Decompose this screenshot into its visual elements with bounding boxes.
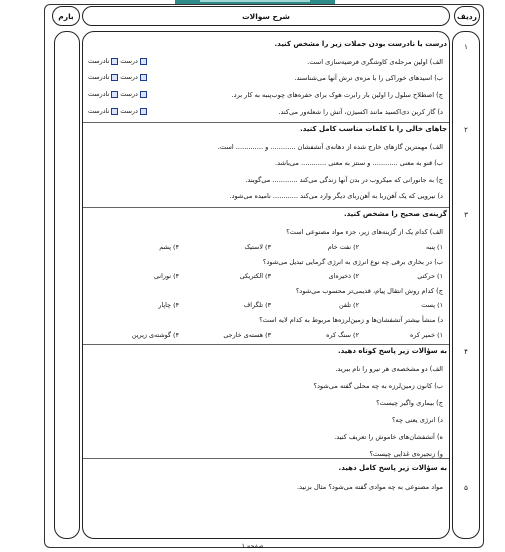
question-item: الف) دو مشخصه‌ی هر نیرو را نام ببرید.	[335, 365, 443, 373]
false-checkbox[interactable]	[111, 91, 118, 98]
question-item: ب) در بخاری برقی چه نوع انرژی به انرژی گرمایی تبدیل می‌شود؟	[262, 258, 443, 266]
option[interactable]: ۱) پنبه	[425, 243, 443, 251]
header-barem: بارم	[52, 6, 80, 26]
question-title: جاهای خالی را با کلمات مناسب کامل کنید.	[300, 125, 447, 133]
question-item: ه) آتشفشان‌های خاموش را تعریف کنید.	[334, 433, 443, 441]
option[interactable]: ۲) تلفن	[339, 301, 359, 309]
question-number: ۳	[464, 211, 468, 219]
page-number: صفحه ۱	[241, 542, 264, 550]
score-column	[54, 31, 80, 539]
question-item: ب) اسیدهای خوراکی را با مزه‌ی ترش آنها می‌شناسند.	[294, 74, 443, 82]
question-item: د) منشأ بیشتر آتشفشان‌ها و زمین‌لرزه‌ها مربوط به کدام لایه است؟	[259, 316, 443, 324]
false-checkbox[interactable]	[111, 58, 118, 65]
true-false-choice: درست نادرست	[88, 58, 147, 65]
question-item: ج) اصطلاح سلول را اولین بار رابرت هوک برای حفره‌های چوب‌پنبه به کار برد.	[231, 91, 443, 99]
true-false-choice: درست نادرست	[88, 108, 147, 115]
option[interactable]: ۲) نفت خام	[327, 243, 359, 251]
section-divider	[83, 344, 449, 345]
question-number: ۱	[464, 43, 468, 51]
option[interactable]: ۱) حرکتی	[417, 272, 443, 280]
question-title: درست یا نادرست بودن جملات زیر را مشخص کنید.	[274, 40, 447, 48]
question-item: ب) کانون زمین‌لرزه به چه محلی گفته می‌شود؟	[313, 382, 443, 390]
question-item: الف) کدام یک از گزینه‌های زیر، جزء مواد مصنوعی است؟	[286, 228, 443, 236]
option[interactable]: ۴) گوشته‌ی زیرین	[131, 331, 179, 339]
question-item: د) انرژی یعنی چه؟	[391, 416, 443, 424]
header-sharh: شرح سوالات	[82, 6, 450, 26]
true-checkbox[interactable]	[140, 108, 147, 115]
question-item: د) گاز کربن دی‌اکسید مانند اکسیژن، آتش را شعله‌ور می‌کند.	[278, 108, 443, 116]
option[interactable]: ۳) تلگراف	[243, 301, 271, 309]
question-item: الف) مهمترین گازهای خارج شده از دهانه‌ی آتشفشان ............ و ............. است.	[217, 143, 443, 151]
question-item: ج) به جانورانی که میکروب در بدن آنها زندگی می‌کند ............ می‌گویند.	[245, 176, 443, 184]
question-number: ۵	[464, 484, 468, 492]
true-false-choice: درست نادرست	[88, 74, 147, 81]
header-radif: ردیف	[454, 6, 480, 26]
option[interactable]: ۴) چاپار	[158, 301, 179, 309]
option[interactable]: ۴) نورانی	[153, 272, 179, 280]
question-title: به سؤالات زیر پاسخ کامل دهید.	[338, 464, 447, 472]
question-item: الف) اولین مرحله‌ی کاوشگری فرضیه‌سازی است.	[307, 58, 443, 66]
question-number: ۲	[464, 126, 468, 134]
option[interactable]: ۱) خمیر کره	[409, 331, 443, 339]
option[interactable]: ۲) ذخیره‌ای	[328, 272, 359, 280]
section-divider	[83, 458, 449, 459]
option[interactable]: ۳) هسته‌ی خارجی	[223, 331, 271, 339]
false-checkbox[interactable]	[111, 74, 118, 81]
option[interactable]: ۳) الکتریکی	[239, 272, 271, 280]
true-checkbox[interactable]	[140, 91, 147, 98]
option[interactable]: ۲) سنگ کره	[326, 331, 359, 339]
false-checkbox[interactable]	[111, 108, 118, 115]
option[interactable]: ۱) پست	[421, 301, 443, 309]
true-false-choice: درست نادرست	[88, 91, 147, 98]
question-item: ب) قنو به معنی ............ و سنتز به معنی ............ می‌باشد.	[274, 159, 443, 167]
option[interactable]: ۳) لاستیک	[244, 243, 271, 251]
section-divider	[83, 122, 449, 123]
true-checkbox[interactable]	[140, 74, 147, 81]
question-item: مواد مصنوعی به چه موادی گفته می‌شود؟ مثال بزنید.	[297, 483, 443, 491]
question-item: و) زنجیره‌ی غذایی چیست؟	[369, 450, 443, 458]
top-decoration-inner	[200, 0, 310, 2]
option[interactable]: ۴) پشم	[159, 243, 179, 251]
question-item: ج) بیماری واگیر چیست؟	[376, 399, 443, 407]
number-column	[452, 31, 480, 539]
section-divider	[83, 207, 449, 208]
question-number: ۴	[464, 348, 468, 356]
question-item: ج) کدام روش انتقال پیام، قدیمی‌تر محسوب می‌شود؟	[295, 287, 443, 295]
question-title: گزینه‌ی صحیح را مشخص کنید.	[343, 210, 447, 218]
question-item: د) نیرویی که یک آهن‌ربا به آهن‌ربای دیگر وارد می‌کند ............ نامیده می‌شود.	[229, 192, 443, 200]
true-checkbox[interactable]	[140, 58, 147, 65]
question-title: به سؤالات زیر پاسخ کوتاه دهید.	[337, 347, 447, 355]
